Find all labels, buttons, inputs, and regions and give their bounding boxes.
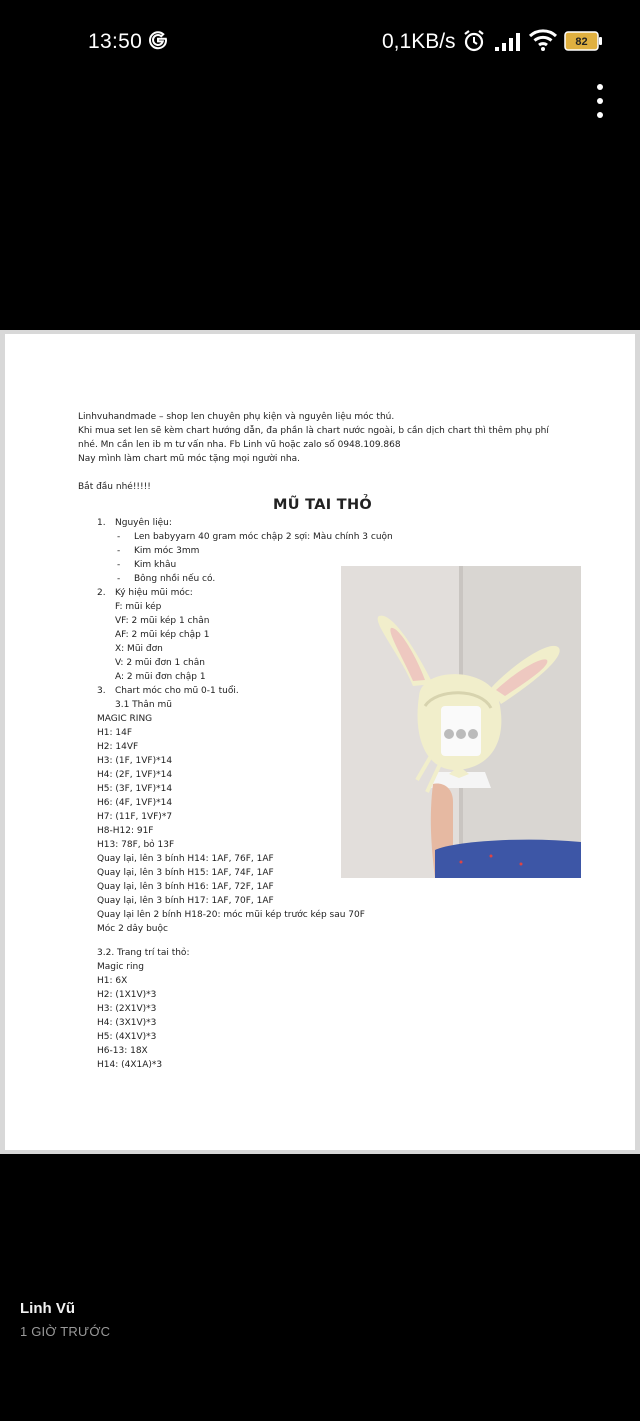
author-name[interactable]: Linh Vũ: [20, 1300, 75, 1317]
chart-row: H2: 14VF: [97, 742, 139, 752]
sub-heading: 3.2. Trang trí tai thỏ:: [97, 948, 190, 958]
list-item: Bông nhồi nếu có.: [134, 574, 216, 584]
section-heading: Ký hiệu mũi móc:: [115, 588, 193, 598]
chart-row: H3: (1F, 1VF)*14: [97, 756, 173, 766]
chart-row: Magic ring: [97, 962, 144, 972]
list-item: A: 2 mũi đơn chập 1: [115, 672, 206, 682]
list-item: Kim móc 3mm: [134, 546, 200, 556]
sub-heading: 3.1 Thân mũ: [115, 700, 172, 710]
list-item: F: mũi kép: [115, 602, 162, 612]
section-heading: Chart móc cho mũ 0-1 tuổi.: [115, 686, 239, 696]
bullet-dash: -: [117, 560, 121, 570]
list-item: AF: 2 mũi kép chập 1: [115, 630, 210, 640]
chart-row: H5: (3F, 1VF)*14: [97, 784, 173, 794]
status-bar: [0, 0, 640, 86]
chart-row: H6-13: 18X: [97, 1046, 148, 1056]
section-number: 2.: [97, 588, 106, 598]
chart-row: H1: 6X: [97, 976, 128, 986]
chart-row: H8-H12: 91F: [97, 826, 154, 836]
chart-row: H14: (4X1A)*3: [97, 1060, 163, 1070]
chart-row: H6: (4F, 1VF)*14: [97, 798, 173, 808]
battery-icon: [564, 31, 604, 51]
section-number: 3.: [97, 686, 106, 696]
list-item: V: 2 mũi đơn 1 chân: [115, 658, 205, 668]
chart-row: Quay lại, lên 3 bính H16: 1AF, 72F, 1AF: [97, 882, 274, 892]
status-time: 13:50: [88, 30, 143, 53]
intro-line: nhé. Mn cần len ib m tư vấn nha. Fb Linh vũ hoặc zalo số 0948.109.868: [78, 440, 401, 450]
network-speed: 0,1KB/s: [382, 30, 456, 53]
chart-row: H3: (2X1V)*3: [97, 1004, 157, 1014]
google-icon: [146, 28, 170, 52]
document-title: MŨ TAI THỎ: [273, 497, 373, 513]
bullet-dash: -: [117, 546, 121, 556]
alarm-icon: [462, 28, 486, 54]
section-heading: Nguyên liệu:: [115, 518, 172, 528]
chart-row: H13: 78F, bỏ 13F: [97, 840, 175, 850]
intro-line: Linhvuhandmade – shop len chuyên phụ kiện và nguyên liệu móc thú.: [78, 412, 395, 422]
start-note: Bắt đầu nhé!!!!!: [78, 482, 151, 492]
signal-icon: [494, 32, 522, 52]
chart-row: MAGIC RING: [97, 714, 153, 724]
chart-row: Quay lại, lên 3 bính H17: 1AF, 70F, 1AF: [97, 896, 274, 906]
battery-level: 82: [575, 36, 588, 48]
chart-row: Quay lại, lên 3 bính H15: 1AF, 74F, 1AF: [97, 868, 274, 878]
post-time: 1 GIỜ TRƯỚC: [20, 1324, 111, 1339]
list-item: X: Mũi đơn: [115, 644, 163, 654]
chart-row: H5: (4X1V)*3: [97, 1032, 157, 1042]
list-item: VF: 2 mũi kép 1 chân: [115, 616, 210, 626]
chart-row: Quay lại, lên 3 bính H14: 1AF, 76F, 1AF: [97, 854, 274, 864]
intro-line: Nay mình làm chart mũ móc tặng mọi người nha.: [78, 454, 301, 464]
chart-row: H4: (3X1V)*3: [97, 1018, 157, 1028]
intro-line: Khi mua set len sẽ kèm chart hướng dẫn, đa phần là chart nước ngoài, b cần dịch chart thì thêm phụ phí: [78, 426, 549, 436]
chart-row: Quay lại lên 2 bính H18-20: móc mũi kép trước kép sau 70F: [97, 910, 365, 920]
chart-row: H1: 14F: [97, 728, 133, 738]
chart-row: H7: (11F, 1VF)*7: [97, 812, 173, 822]
section-number: 1.: [97, 518, 106, 528]
more-vertical-icon[interactable]: [588, 84, 612, 118]
list-item: Kim khâu: [134, 560, 177, 570]
wifi-icon: [528, 28, 558, 52]
chart-row: H2: (1X1V)*3: [97, 990, 157, 1000]
bunny-hat-photo: [341, 566, 581, 878]
bullet-dash: -: [117, 532, 121, 542]
chart-row: Móc 2 dây buộc: [97, 924, 168, 934]
bullet-dash: -: [117, 574, 121, 584]
post-image[interactable]: [0, 330, 640, 1154]
document-page: [5, 334, 635, 1150]
chart-row: H4: (2F, 1VF)*14: [97, 770, 173, 780]
list-item: Len babyyarn 40 gram móc chập 2 sợi: Màu chính 3 cuộn: [134, 532, 393, 542]
